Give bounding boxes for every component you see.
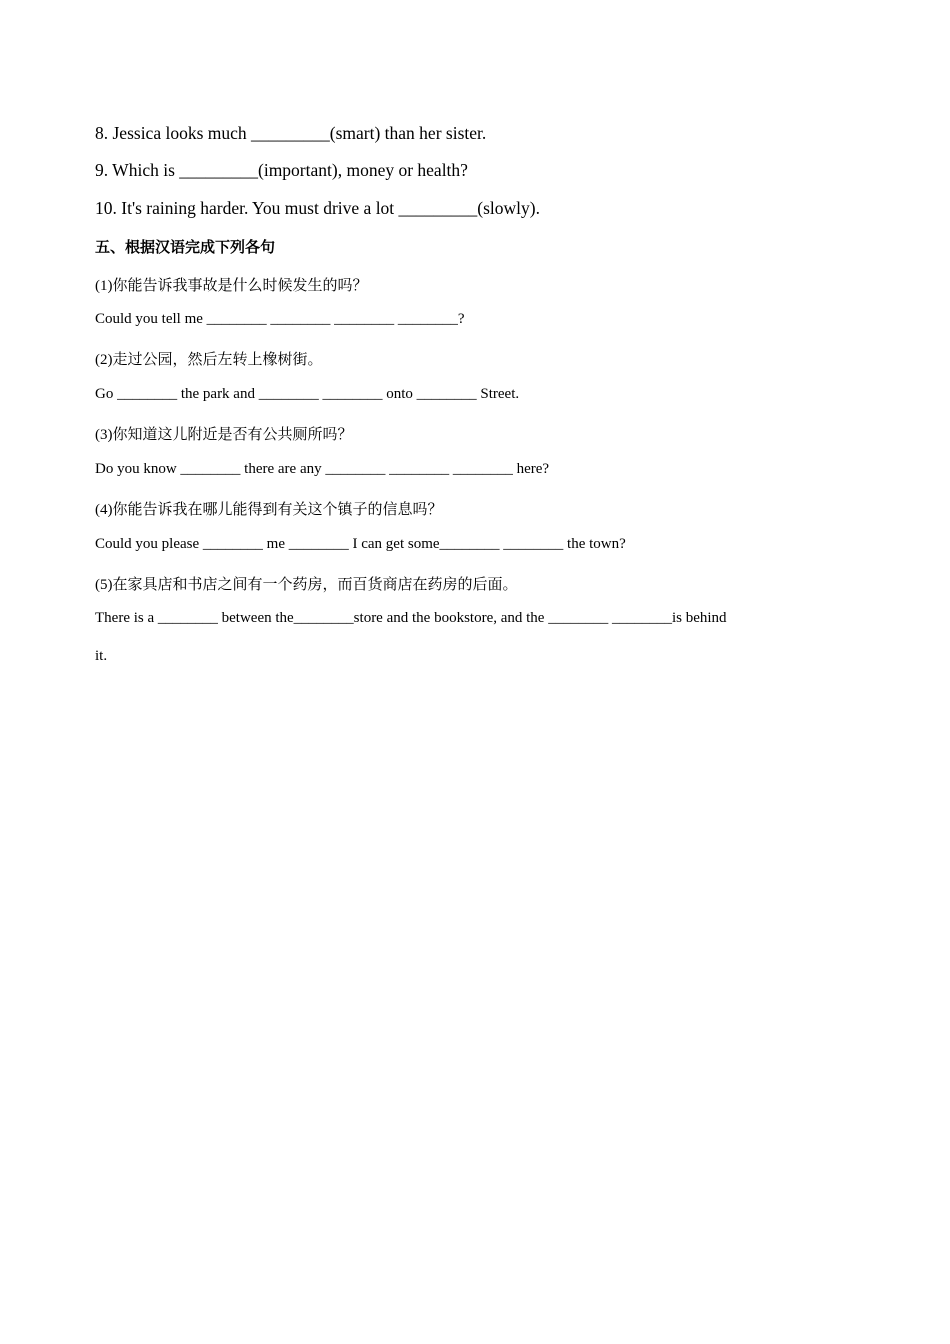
item-4-english: Could you please ________ me ________ I can get some________ ________ the town? [95, 536, 626, 552]
item-1-english: Could you tell me ________ ________ ________ ________? [95, 311, 465, 327]
item-2-english: Go ________ the park and ________ ________ onto ________ Street. [95, 386, 520, 402]
item-5-english-continued: it. [95, 648, 108, 664]
question-8: 8. Jessica looks much _________(smart) than her sister. [95, 123, 487, 143]
section-five-heading: 五、根据汉语完成下列各句 [95, 240, 276, 256]
item-5-english: There is a ________ between the________store and the bookstore, and the ________ ________is behind [95, 610, 727, 626]
question-9: 9. Which is _________(important), money or health? [95, 160, 468, 180]
item-4-chinese: (4)你能告诉我在哪儿能得到有关这个镇子的信息吗？ [95, 502, 443, 518]
question-10: 10. It's raining harder. You must drive a lot _________(slowly). [95, 198, 540, 218]
item-3-english: Do you know ________ there are any ________ ________ ________ here? [95, 461, 550, 477]
item-2-chinese: (2)走过公园，然后左转上橡树街。 [95, 352, 323, 368]
item-5-chinese: (5)在家具店和书店之间有一个药房，而百货商店在药房的后面。 [95, 577, 518, 593]
item-3-chinese: (3)你知道这儿附近是否有公共厕所吗？ [95, 427, 353, 443]
item-1-chinese: (1)你能告诉我事故是什么时候发生的吗？ [95, 278, 368, 294]
